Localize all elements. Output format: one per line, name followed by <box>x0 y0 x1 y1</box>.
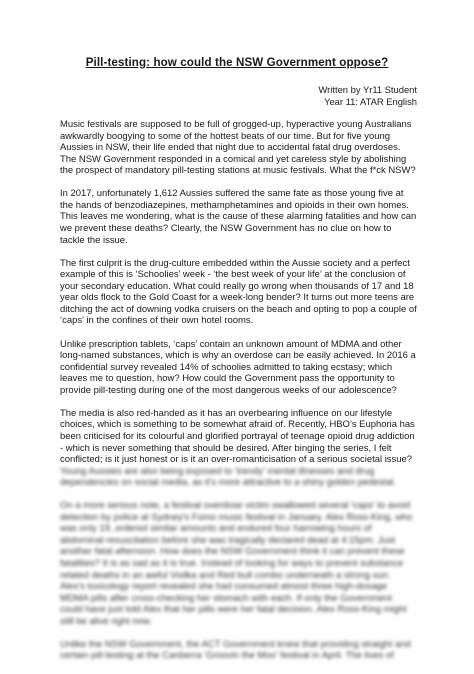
byline-course: Year 11: ATAR English <box>324 96 417 107</box>
paragraph: In 2017, unfortunately 1,612 Aussies suffered the same fate as those young five at the hands of benzodiazepines, methamphetamines and opioids in their own homes. This leaves me wondering, what is the cause of these alarming fatalities and how can we prevent these deaths? Clearly, the NSW Government has no clue on how to tackle the issue. <box>60 188 417 246</box>
document-body <box>60 119 417 674</box>
paragraph: Music festivals are supposed to be full of grogged-up, hyperactive young Australians awkwardly boogying to some of the hottest beats of our time. But for five young Aussies in NSW, their life ended that night due to accidental fatal drug overdoses. The NSW Government responded in a comical and yet careless style by abolishing the prospect of mandatory pill-testing stations at music festivals. What the f*ck NSW? <box>60 119 416 177</box>
byline <box>319 84 418 108</box>
document-title: Pill-testing: how could the NSW Government oppose? <box>85 56 389 69</box>
blurred-paragraph: Young Aussies are also being exposed to 'trendy' mental illnesses and drug dependencies on social media, as it's more attractive to a shiny golden pedestal. <box>60 465 396 489</box>
paragraph: Unlike prescription tablets, ‘caps’ contain an unknown amount of MDMA and other long-named substances, which is why an overdose can be easily achieved. In 2016 a confidential survey revealed 14% of schoolies admitted to taking ecstasy; which leaves me to question, how? How could the Government pass the opportunity to provide pill-testing during one of the most dangerous weeks of our adolescence? <box>60 338 416 396</box>
byline-author: Written by Yr11 Student <box>318 84 417 95</box>
paragraph: The first culprit is the drug-culture embedded within the Aussie society and a perfect example of this is ‘Schoolies’ week - ‘the best week of your life’ at the conclusion of your secondary education. What could really go wrong when thousands of 17 and 18 year olds flock to the Gold Coast for a week-long bender? It turns out more teens are ditching the act of downing vodka cruisers on the beach and opting to pop a couple of ‘caps’ in the confines of their own hotel rooms. <box>60 257 417 327</box>
blurred-paragraph: Unlike the NSW Government, the ACT Government knew that providing straight and certain pill-testing at the Canberra 'Groovin the Moo' festival in April. The lives of <box>60 638 411 662</box>
blurred-paragraph: On a more serious note, a festival overdose victim swallowed several 'caps' to avoid detection by police at Sydney's Fomo music festival in January. Alex Ross-King, who was only 19, ordered similar amounts and endured four harrowing hours of abdominal resuscitation before she was tragically declared dead at 4:15pm. Just another fatal afternoon. How does the NSW Government think it can prevent these fatalities? It is as sad as it is true. Instead of looking for ways to prevent substance related deaths in an awful Vodka and Red bull combo underneath a strong sun. Alex's toxicology report revealed she had consumed almost three high-dosage MDMA pills after cross-checking her stomach with each. If only the Government could have just told Alex that her pills were her fatal decision. Alex Ross-King might still be alive right now. <box>60 500 413 627</box>
blurred-preview-text <box>60 466 417 662</box>
paragraph: The media is also red-handed as it has an overbearing influence on our lifestyle choices, which is something to be somewhat afraid of. Recently, HBO’s Euphoria has been criticised for its colourful and glorified portrayal of teenage opioid drug addiction - which is never something that should be desired. After binging the series, I felt conflicted; is it just honest or is it an over-romanticisation of a serious societal issue? <box>60 407 415 466</box>
